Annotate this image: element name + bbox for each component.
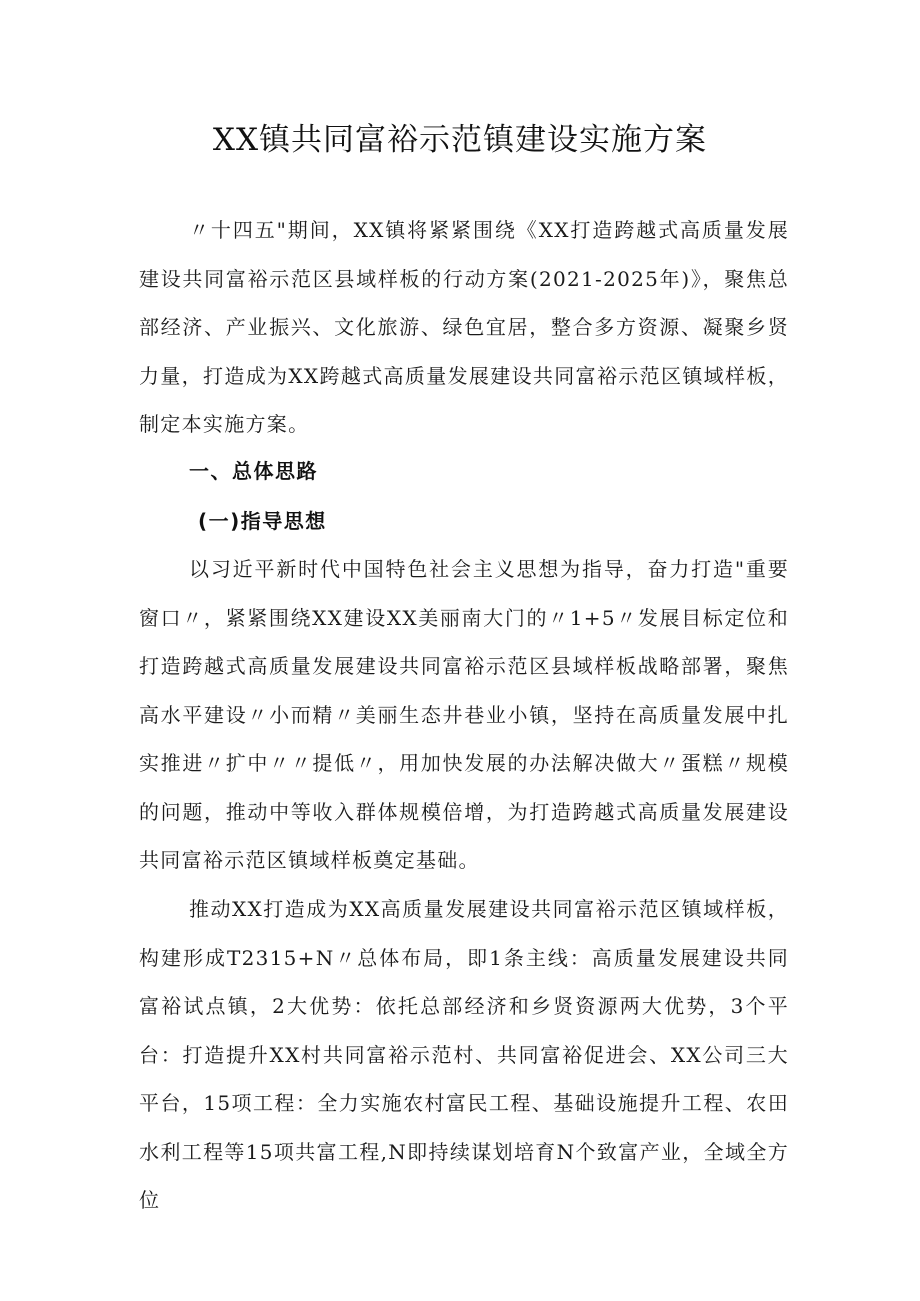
section-heading: 一、总体思路 bbox=[189, 459, 318, 483]
body-paragraph-guiding-ideology: 以习近平新时代中国特色社会主义思想为指导，奋力打造"重要窗口〃，紧紧围绕XX建设XX美丽南大门的〃1+5〃发展目标定位和打造跨越式高质量发展建设共同富裕示范区县域样板战略部署，聚焦高水平建设〃小而精〃美丽生态井巷业小镇，坚持在高质量发展中扎实推进〃扩中〃〃提低〃，用加快发展的办法解决做大〃蛋糕〃规模的问题，推动中等收入群体规模倍增，为打造跨越式高质量发展建设共同富裕示范区镇域样板奠定基础。 bbox=[139, 557, 789, 872]
document-title: XX镇共同富裕示范镇建设实施方案 bbox=[212, 122, 708, 158]
subsection-heading: (一)指导思想 bbox=[198, 509, 327, 533]
intro-paragraph: 〃十四五"期间，XX镇将紧紧围绕《XX打造跨越式高质量发展建设共同富裕示范区县域样板的行动方案(2021-2025年)》，聚焦总部经济、产业振兴、文化旅游、绿色宜居，整合多方资源、凝聚乡贤力量，打造成为XX跨越式高质量发展建设共同富裕示范区镇域样板，制定本实施方案。 bbox=[139, 218, 789, 436]
body-paragraph-layout: 推动XX打造成为XX高质量发展建设共同富裕示范区镇域样板，构建形成T2315+N〃总体布局，即1条主线：高质量发展建设共同富裕试点镇，2大优势：依托总部经济和乡贤资源两大优势，3个平台：打造提升XX村共同富裕示范村、共同富裕促进会、XX公司三大平台，15项工程：全力实施农村富民工程、基础设施提升工程、农田水利工程等15项共富工程,N即持续谋划培育N个致富产业，全域全方位 bbox=[139, 897, 789, 1212]
